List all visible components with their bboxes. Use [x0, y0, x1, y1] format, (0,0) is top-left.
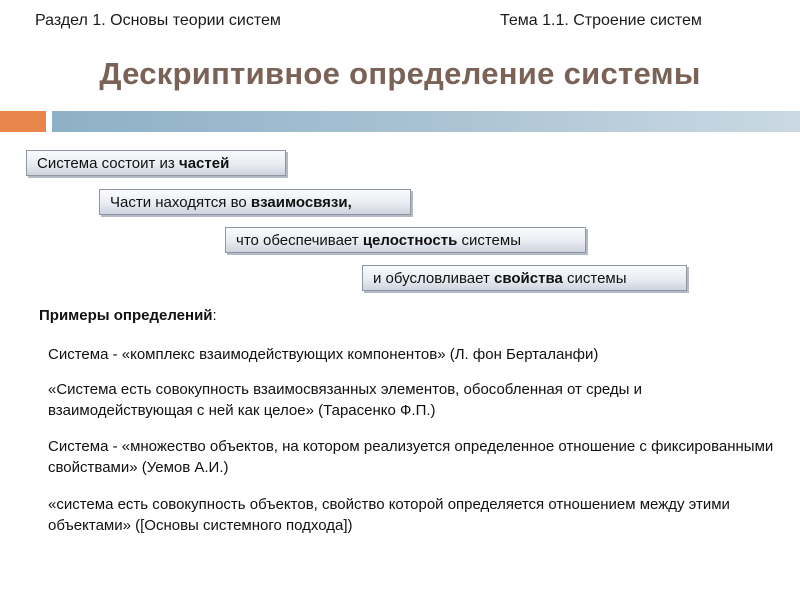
examples-heading-text: Примеры определений: [39, 307, 213, 324]
step-text: и обусловливает: [373, 270, 495, 287]
definition-item: «Система есть совокупность взаимосвязанных элементов, обособленная от среды и взаимодействующая с ней как целое» (Тарасенко Ф.П.): [48, 381, 643, 419]
step-text-tail: системы: [562, 270, 627, 287]
definition-item: Система - «множество объектов, на котором реализуется определенное отношение с фиксированными свойствами» (Уемов А.И.): [48, 438, 774, 476]
accent-bar-blue: [52, 111, 800, 132]
page-title: Дескриптивное определение системы: [99, 56, 701, 91]
step-keyword: частей: [178, 155, 230, 172]
step-keyword: взаимосвязи,: [250, 194, 352, 211]
definition-item: Система - «комплекс взаимодействующих компонентов» (Л. фон Берталанфи): [48, 346, 599, 363]
step-text: что обеспечивает: [236, 232, 363, 249]
step-keyword: свойства: [494, 270, 563, 287]
step-integrity: [225, 227, 586, 253]
step-text: Части находятся во: [110, 194, 251, 211]
accent-bar-orange: [0, 111, 46, 132]
step-interconnection: [99, 189, 411, 215]
step-properties: [362, 265, 687, 291]
section-label: Раздел 1. Основы теории систем: [35, 12, 281, 29]
topic-label: Тема 1.1. Строение систем: [500, 12, 702, 29]
step-parts: [26, 150, 286, 176]
definition-item: «система есть совокупность объектов, свойство которой определяется отношением между этими объектами» ([Основы системного подхода]): [48, 496, 730, 534]
examples-heading: [39, 307, 217, 324]
step-text: Система состоит из: [37, 155, 179, 172]
examples-heading-colon: :: [212, 307, 217, 324]
step-text-tail: системы: [457, 232, 521, 249]
step-keyword: целостность: [362, 232, 458, 249]
